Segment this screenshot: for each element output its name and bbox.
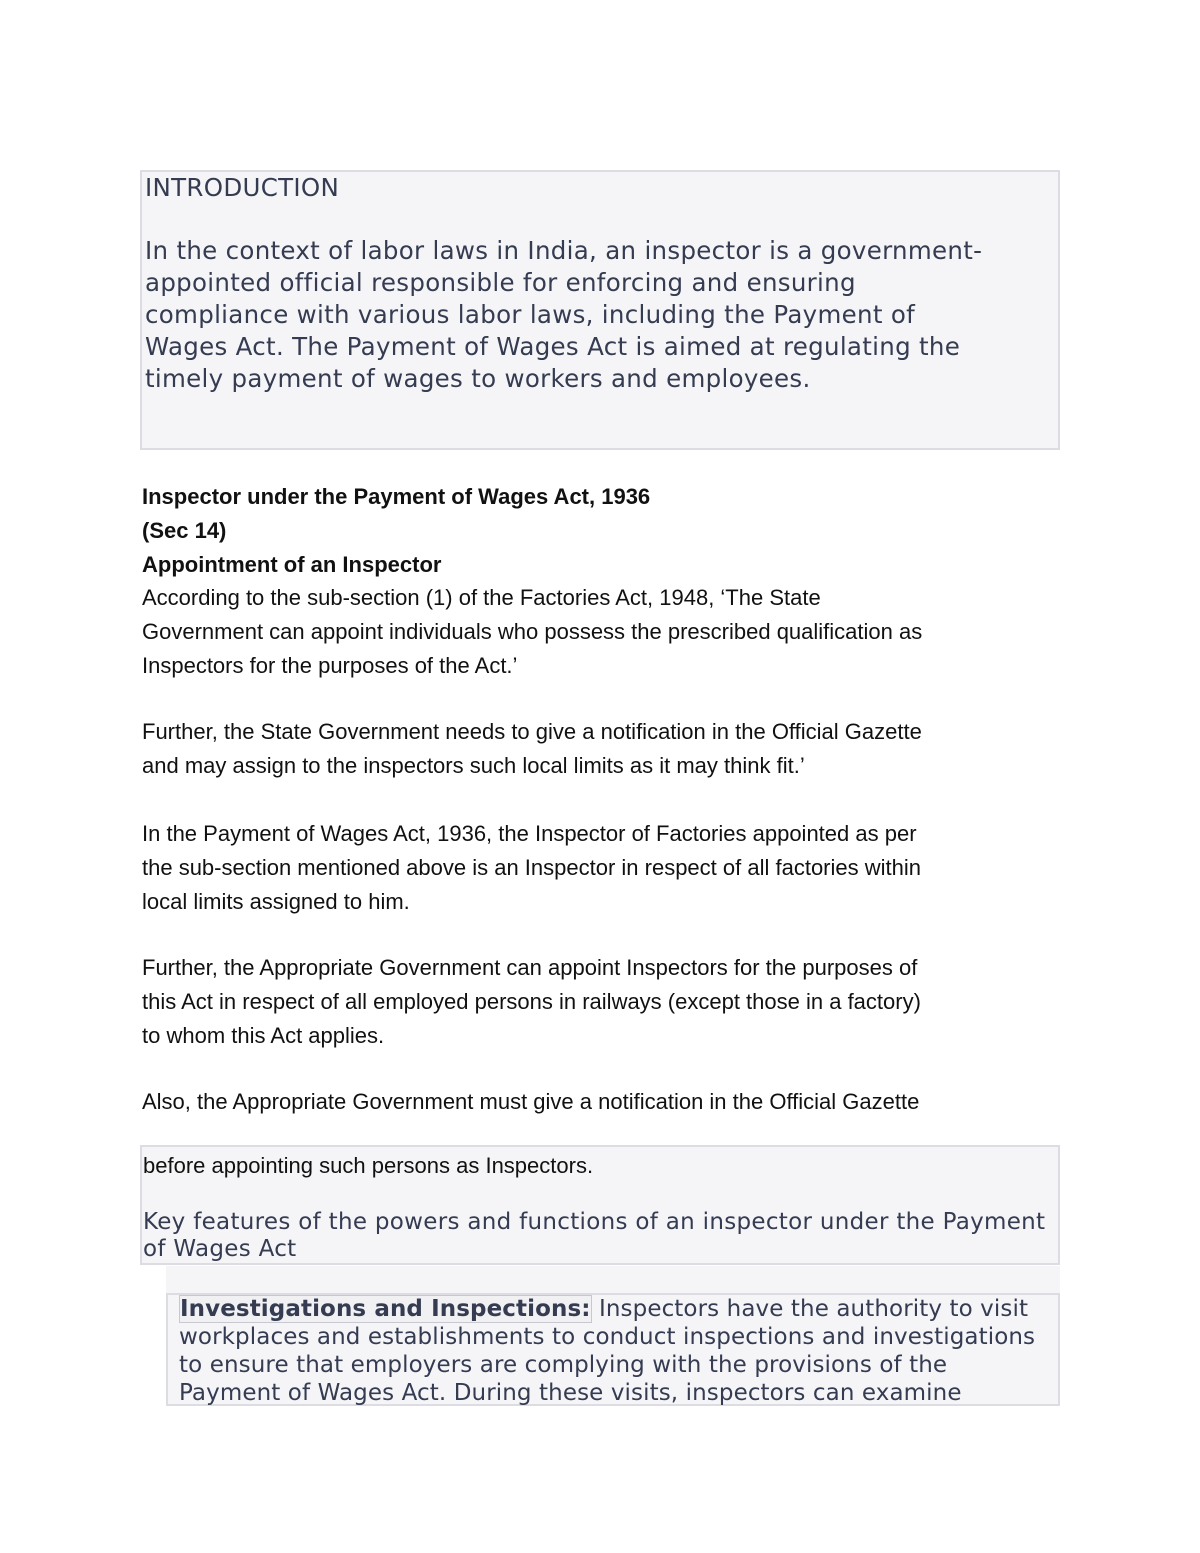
section-number: (Sec 14) [142, 518, 227, 543]
paragraph-factories-act [142, 581, 922, 683]
paragraph-appropriate-government [142, 951, 921, 1053]
investigations-line: Payment of Wages Act. During these visits, inspectors can examine [179, 1380, 962, 1406]
paragraph-line: this Act in respect of all employed persons in railways (except those in a factory) [142, 989, 921, 1014]
paragraph-line: Government can appoint individuals who possess the prescribed qualification as [142, 619, 923, 644]
paragraph-line: the sub-section mentioned above is an Inspector in respect of all factories within [142, 855, 921, 880]
introduction-heading: INTRODUCTION [145, 173, 340, 202]
investigations-box [166, 1293, 1060, 1406]
intro-line: In the context of labor laws in India, an inspector is a government- [145, 236, 983, 265]
section-title: Inspector under the Payment of Wages Act, 1936 [142, 484, 651, 509]
investigations-line: workplaces and establishments to conduct inspections and investigations [179, 1324, 1036, 1350]
paragraph-line: Further, the Appropriate Government can appoint Inspectors for the purposes of [142, 955, 918, 980]
paragraph-line: Further, the State Government needs to give a notification in the Official Gazette [142, 719, 922, 744]
paragraph-line: and may assign to the inspectors such local limits as it may think fit.’ [142, 753, 805, 778]
continued-line: before appointing such persons as Inspectors. [143, 1153, 594, 1178]
spacer-strip [166, 1266, 1060, 1293]
feature-line: of Wages Act [143, 1236, 297, 1262]
investigations-line: to ensure that employers are complying with the provisions of the [179, 1352, 948, 1378]
paragraph-inspector-of-factories [142, 817, 921, 919]
introduction-box [140, 170, 1060, 450]
paragraph-line: local limits assigned to him. [142, 889, 410, 914]
intro-line: Wages Act. The Payment of Wages Act is aimed at regulating the [145, 332, 961, 361]
investigations-paragraph [179, 1295, 1035, 1407]
subheading-appointment: Appointment of an Inspector [142, 552, 442, 577]
paragraph-line: Inspectors for the purposes of the Act.’ [142, 653, 518, 678]
paragraph-line: According to the sub-section (1) of the Factories Act, 1948, ‘The State [142, 585, 821, 610]
paragraph-line: to whom this Act applies. [142, 1023, 385, 1048]
paragraph-official-gazette: Also, the Appropriate Government must give a notification in the Official Gazette [142, 1089, 920, 1114]
paragraph-line: In the Payment of Wages Act, 1936, the Inspector of Factories appointed as per [142, 821, 917, 846]
intro-line: appointed official responsible for enforcing and ensuring [145, 268, 856, 297]
paragraph-state-government [142, 715, 922, 783]
feature-line: Key features of the powers and functions of an inspector under the Payment [143, 1209, 1046, 1235]
key-features-box [140, 1145, 1060, 1265]
introduction-paragraph [145, 235, 1075, 395]
key-features-heading [143, 1209, 1045, 1263]
intro-line: timely payment of wages to workers and employees. [145, 364, 811, 393]
investigations-label: Investigations and Inspections: [180, 1296, 591, 1322]
investigations-line: Inspectors have the authority to visit [591, 1296, 1029, 1322]
intro-line: compliance with various labor laws, including the Payment of [145, 300, 916, 329]
